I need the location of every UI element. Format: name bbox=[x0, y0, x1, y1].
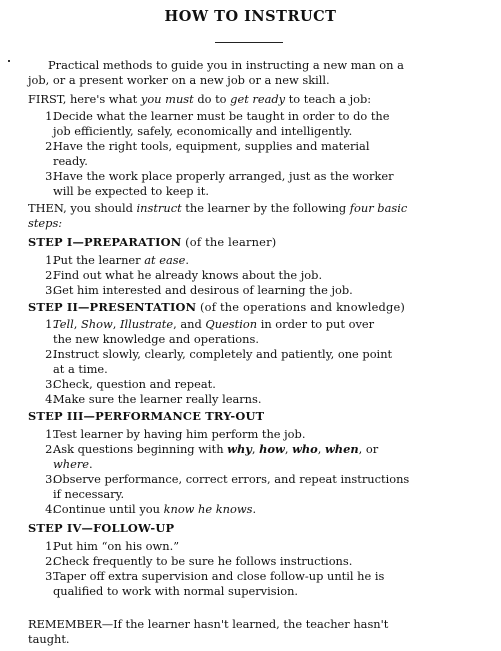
step-2-item-2-number: 2. bbox=[45, 347, 56, 362]
step-4-item-3-line-1: Taper off extra supervision and close follow-up until he is bbox=[53, 568, 385, 583]
step-3-item-4-number: 4. bbox=[45, 502, 56, 517]
first-item-2-number: 2. bbox=[45, 139, 56, 154]
title-divider bbox=[215, 42, 283, 43]
first-item-3-line-2: will be expected to keep it. bbox=[53, 184, 209, 199]
margin-mark bbox=[8, 60, 10, 62]
step-1-item-3-number: 3. bbox=[45, 282, 56, 297]
first-item-1-line-2: job efficiently, safely, economically and intelligently. bbox=[53, 124, 353, 139]
step-3-item-3-line-2: if necessary. bbox=[53, 487, 125, 502]
step-2-item-3: Check, question and repeat. bbox=[53, 377, 216, 392]
step-3-item-1-number: 1. bbox=[45, 427, 56, 442]
step-2-heading: STEP II—PRESENTATION (of the operations and knowledge) bbox=[28, 299, 406, 314]
step-1-heading: STEP I—PREPARATION (of the learner) bbox=[28, 234, 277, 249]
then-line-2: steps: bbox=[28, 216, 63, 231]
step-4-item-1: Put him “on his own.” bbox=[53, 538, 180, 553]
step-2-item-2-line-1: Instruct slowly, clearly, completely and patiently, one point bbox=[53, 347, 393, 362]
remember-line-2: taught. bbox=[28, 632, 70, 646]
step-2-item-2-line-2: at a time. bbox=[53, 362, 108, 377]
step-3-item-2-line-1: Ask questions beginning with why, how, who, when, or bbox=[53, 442, 379, 457]
step-3-item-2-line-2: where. bbox=[53, 457, 93, 472]
step-4-item-2-number: 2. bbox=[45, 553, 56, 568]
step-2-item-1-line-2: the new knowledge and operations. bbox=[53, 332, 259, 347]
step-2-item-4-number: 4. bbox=[45, 392, 56, 407]
first-item-2-line-2: ready. bbox=[53, 154, 88, 169]
then-line-1: THEN, you should instruct the learner by the following four basic bbox=[28, 201, 408, 216]
step-1-item-2: Find out what he already knows about the job. bbox=[53, 267, 323, 282]
remember-line-1: REMEMBER—If the learner hasn't learned, the teacher hasn't bbox=[28, 617, 389, 631]
first-item-2-line-1: Have the right tools, equipment, supplies and material bbox=[53, 139, 370, 154]
page-title: HOW TO INSTRUCT bbox=[164, 8, 337, 25]
step-1-item-3: Get him interested and desirous of learning the job. bbox=[53, 282, 353, 297]
first-item-1-line-1: Decide what the learner must be taught in order to do the bbox=[53, 109, 390, 124]
step-4-item-2: Check frequently to be sure he follows instructions. bbox=[53, 553, 353, 568]
step-2-item-4: Make sure the learner really learns. bbox=[53, 392, 262, 407]
step-2-item-1-line-1: Tell, Show, Illustrate, and Question in order to put over bbox=[53, 317, 375, 332]
intro-line-1: Practical methods to guide you in instructing a new man on a bbox=[48, 57, 404, 72]
first-item-1-number: 1. bbox=[45, 109, 56, 124]
step-1-item-2-number: 2. bbox=[45, 267, 56, 282]
step-1-item-1-number: 1. bbox=[45, 252, 56, 267]
step-3-item-3-number: 3. bbox=[45, 472, 56, 487]
first-item-3-number: 3. bbox=[45, 169, 56, 184]
first-item-3-line-1: Have the work place properly arranged, just as the worker bbox=[53, 169, 394, 184]
step-3-item-1: Test learner by having him perform the job. bbox=[53, 427, 306, 442]
step-2-item-1-number: 1. bbox=[45, 317, 56, 332]
step-3-item-2-number: 2. bbox=[45, 442, 56, 457]
step-2-item-3-number: 3. bbox=[45, 377, 56, 392]
step-4-item-1-number: 1. bbox=[45, 538, 56, 553]
first-heading: FIRST, here's what you must do to get ready to teach a job: bbox=[28, 91, 372, 106]
step-4-item-3-number: 3. bbox=[45, 568, 56, 583]
step-4-item-3-line-2: qualified to work with normal supervision. bbox=[53, 583, 299, 598]
step-3-item-3-line-1: Observe performance, correct errors, and repeat instructions bbox=[53, 472, 410, 487]
step-3-heading: STEP III—PERFORMANCE TRY-OUT bbox=[28, 409, 265, 424]
step-3-item-4: Continue until you know he knows. bbox=[53, 502, 257, 517]
step-1-item-1: Put the learner at ease. bbox=[53, 252, 189, 267]
intro-line-2: job, or a present worker on a new job or a new skill. bbox=[28, 72, 330, 87]
step-4-heading: STEP IV—FOLLOW-UP bbox=[28, 520, 175, 535]
